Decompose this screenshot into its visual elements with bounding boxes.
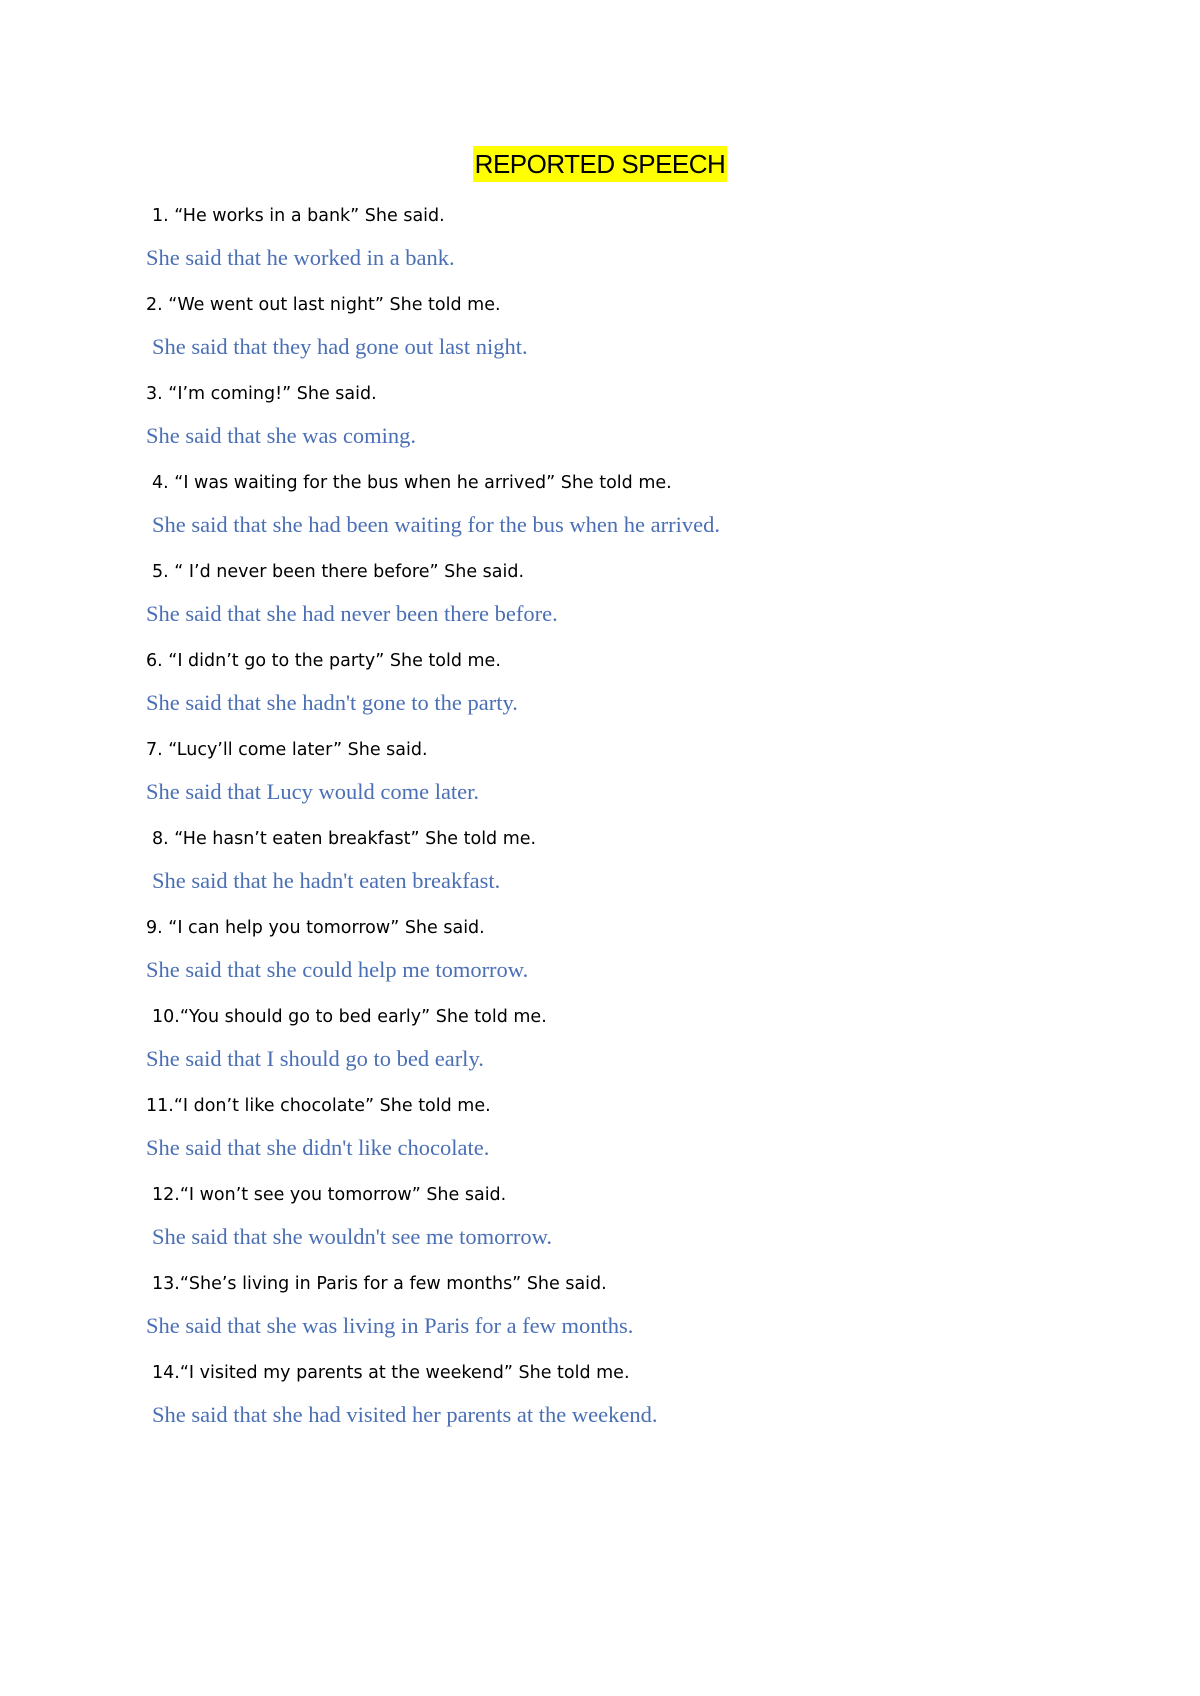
page-title: REPORTED SPEECH	[473, 146, 728, 182]
direct-speech-sentence: 8. “He hasn’t eaten breakfast” She told me.	[152, 829, 537, 849]
exercise-item-2	[0, 292, 1200, 381]
reported-speech-answer: She said that she hadn't gone to the party.	[146, 690, 518, 715]
exercise-item-13	[0, 1271, 1200, 1360]
direct-speech-sentence: 4. “I was waiting for the bus when he arrived” She told me.	[152, 473, 672, 493]
direct-speech-sentence: 11.“I don’t like chocolate” She told me.	[146, 1096, 491, 1116]
direct-speech-sentence: 7. “Lucy’ll come later” She said.	[146, 740, 428, 760]
reported-speech-answer: She said that he worked in a bank.	[146, 245, 455, 270]
reported-speech-answer: She said that Lucy would come later.	[146, 779, 480, 804]
exercise-item-12	[0, 1182, 1200, 1271]
exercise-item-4	[0, 470, 1200, 559]
title-container	[0, 146, 1200, 182]
exercise-item-11	[0, 1093, 1200, 1182]
direct-speech-sentence: 1. “He works in a bank” She said.	[152, 206, 445, 226]
direct-speech-sentence: 2. “We went out last night” She told me.	[146, 295, 501, 315]
reported-speech-answer: She said that she didn't like chocolate.	[146, 1135, 490, 1160]
reported-speech-answer: She said that he hadn't eaten breakfast.	[152, 868, 501, 893]
exercise-item-5	[0, 559, 1200, 648]
direct-speech-sentence: 14.“I visited my parents at the weekend” She told me.	[152, 1363, 630, 1383]
reported-speech-answer: She said that I should go to bed early.	[146, 1046, 484, 1071]
exercise-item-8	[0, 826, 1200, 915]
exercise-item-9	[0, 915, 1200, 1004]
exercise-item-3	[0, 381, 1200, 470]
exercise-item-6	[0, 648, 1200, 737]
direct-speech-sentence: 9. “I can help you tomorrow” She said.	[146, 918, 485, 938]
reported-speech-answer: She said that she had been waiting for the bus when he arrived.	[152, 512, 720, 537]
direct-speech-sentence: 12.“I won’t see you tomorrow” She said.	[152, 1185, 507, 1205]
reported-speech-answer: She said that she could help me tomorrow.	[146, 957, 529, 982]
direct-speech-sentence: 5. “ I’d never been there before” She said.	[152, 562, 525, 582]
reported-speech-answer: She said that she wouldn't see me tomorrow.	[152, 1224, 553, 1249]
reported-speech-answer: She said that she had never been there before.	[146, 601, 558, 626]
direct-speech-sentence: 10.“You should go to bed early” She told me.	[152, 1007, 547, 1027]
exercise-list	[0, 203, 1200, 1449]
exercise-item-10	[0, 1004, 1200, 1093]
direct-speech-sentence: 13.“She’s living in Paris for a few months” She said.	[152, 1274, 607, 1294]
reported-speech-answer: She said that she was living in Paris for a few months.	[146, 1313, 634, 1338]
reported-speech-answer: She said that they had gone out last night.	[152, 334, 528, 359]
reported-speech-answer: She said that she was coming.	[146, 423, 416, 448]
exercise-item-1	[0, 203, 1200, 292]
exercise-item-7	[0, 737, 1200, 826]
exercise-item-14	[0, 1360, 1200, 1449]
direct-speech-sentence: 3. “I’m coming!” She said.	[146, 384, 377, 404]
direct-speech-sentence: 6. “I didn’t go to the party” She told me.	[146, 651, 501, 671]
reported-speech-answer: She said that she had visited her parents at the weekend.	[152, 1402, 658, 1427]
